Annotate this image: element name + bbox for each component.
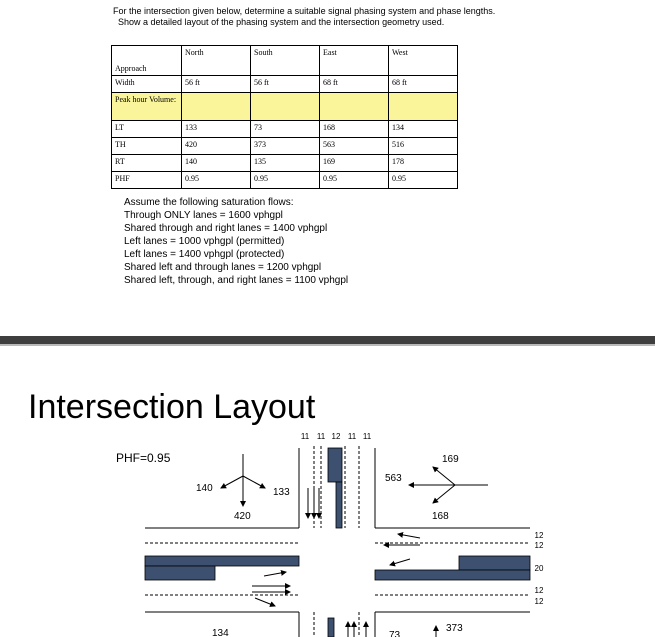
table-row-phf bbox=[112, 172, 458, 189]
table-cell: 56 ft bbox=[182, 76, 251, 93]
north-lt-volume: 133 bbox=[273, 487, 290, 498]
table-cell: 0.95 bbox=[320, 172, 389, 189]
header-north: North bbox=[182, 46, 251, 76]
lane-width-label: 12 bbox=[534, 586, 544, 595]
east-th-volume: 563 bbox=[385, 473, 402, 484]
header-south: South bbox=[251, 46, 320, 76]
lane-width-label: 11 bbox=[347, 432, 357, 441]
lane-width-label: 12 bbox=[534, 541, 544, 550]
lane-width-label: 11 bbox=[300, 432, 310, 441]
table-cell: 140 bbox=[182, 155, 251, 172]
intersection-slide bbox=[0, 346, 655, 637]
lane-width-label: 12 bbox=[331, 432, 341, 441]
flows-line: Shared through and right lanes = 1400 vphgpl bbox=[124, 223, 328, 234]
row-label: TH bbox=[112, 138, 182, 155]
table-row-lt bbox=[112, 121, 458, 138]
volume-table bbox=[111, 45, 458, 189]
table-cell: 563 bbox=[320, 138, 389, 155]
table-cell: 178 bbox=[389, 155, 458, 172]
phf-label: PHF=0.95 bbox=[116, 451, 171, 465]
saturation-flows bbox=[124, 196, 348, 287]
flows-line: Through ONLY lanes = 1600 vphgpl bbox=[124, 210, 283, 221]
lane-width-label: 12 bbox=[534, 597, 544, 606]
flows-line: Left lanes = 1000 vphgpl (permitted) bbox=[124, 236, 285, 247]
table-cell: 420 bbox=[182, 138, 251, 155]
west-lt-volume: 134 bbox=[212, 628, 229, 637]
flows-line: Shared left and through lanes = 1200 vphgpl bbox=[124, 262, 322, 273]
table-cell: 133 bbox=[182, 121, 251, 138]
east-lt-volume: 168 bbox=[432, 511, 449, 522]
north-rt-volume: 140 bbox=[196, 483, 213, 494]
flows-line: Assume the following saturation flows: bbox=[124, 197, 294, 208]
prompt-line-1: For the intersection given below, determine a suitable signal phasing system and phase lengths. bbox=[113, 6, 496, 16]
table-cell bbox=[182, 93, 251, 121]
table-cell: 73 bbox=[251, 121, 320, 138]
flows-line: Left lanes = 1400 vphgpl (protected) bbox=[124, 249, 285, 260]
south-lt-volume: 73 bbox=[389, 630, 401, 637]
table-cell: 169 bbox=[320, 155, 389, 172]
intersection-diagram bbox=[0, 346, 655, 637]
row-label: PHF bbox=[112, 172, 182, 189]
lane-width-label: 12 bbox=[534, 531, 544, 540]
table-cell: 134 bbox=[389, 121, 458, 138]
prompt-line-2: Show a detailed layout of the phasing system and the intersection geometry used. bbox=[118, 17, 445, 27]
north-movement-arrows bbox=[221, 454, 265, 506]
table-cell: 0.95 bbox=[251, 172, 320, 189]
problem-prompt bbox=[113, 6, 495, 28]
table-cell: 516 bbox=[389, 138, 458, 155]
header-west: West bbox=[389, 46, 458, 76]
table-cell: 373 bbox=[251, 138, 320, 155]
row-label: RT bbox=[112, 155, 182, 172]
table-row-width bbox=[112, 76, 458, 93]
slide-title: Intersection Layout bbox=[28, 388, 316, 426]
table-cell: 168 bbox=[320, 121, 389, 138]
table-cell: 0.95 bbox=[182, 172, 251, 189]
table-row-rt bbox=[112, 155, 458, 172]
row-label: Width bbox=[112, 76, 182, 93]
east-lane-widths bbox=[535, 531, 544, 606]
table-row-peak-hour bbox=[112, 93, 458, 121]
header-approach: Approach bbox=[112, 46, 182, 76]
flows-line: Shared left, through, and right lanes = 1100 vphgpl bbox=[124, 275, 349, 286]
east-movement-arrows bbox=[409, 467, 488, 503]
south-th-volume: 373 bbox=[446, 623, 463, 634]
table-cell: 135 bbox=[251, 155, 320, 172]
lane-width-label: 11 bbox=[362, 432, 372, 441]
table-cell: 0.95 bbox=[389, 172, 458, 189]
table-cell: 56 ft bbox=[251, 76, 320, 93]
row-label: LT bbox=[112, 121, 182, 138]
north-th-volume: 420 bbox=[234, 511, 251, 522]
table-cell bbox=[389, 93, 458, 121]
table-cell bbox=[251, 93, 320, 121]
table-cell: 68 ft bbox=[389, 76, 458, 93]
row-label: Peak hour Volume: bbox=[112, 93, 182, 121]
lane-width-label: 11 bbox=[316, 432, 326, 441]
header-east: East bbox=[320, 46, 389, 76]
table-row-th bbox=[112, 138, 458, 155]
east-rt-volume: 169 bbox=[442, 454, 459, 465]
table-cell bbox=[320, 93, 389, 121]
lane-width-label: 20 bbox=[534, 564, 544, 573]
table-header-row bbox=[112, 46, 458, 76]
table-cell: 68 ft bbox=[320, 76, 389, 93]
slide-divider bbox=[0, 336, 655, 344]
north-lane-widths bbox=[301, 432, 372, 441]
